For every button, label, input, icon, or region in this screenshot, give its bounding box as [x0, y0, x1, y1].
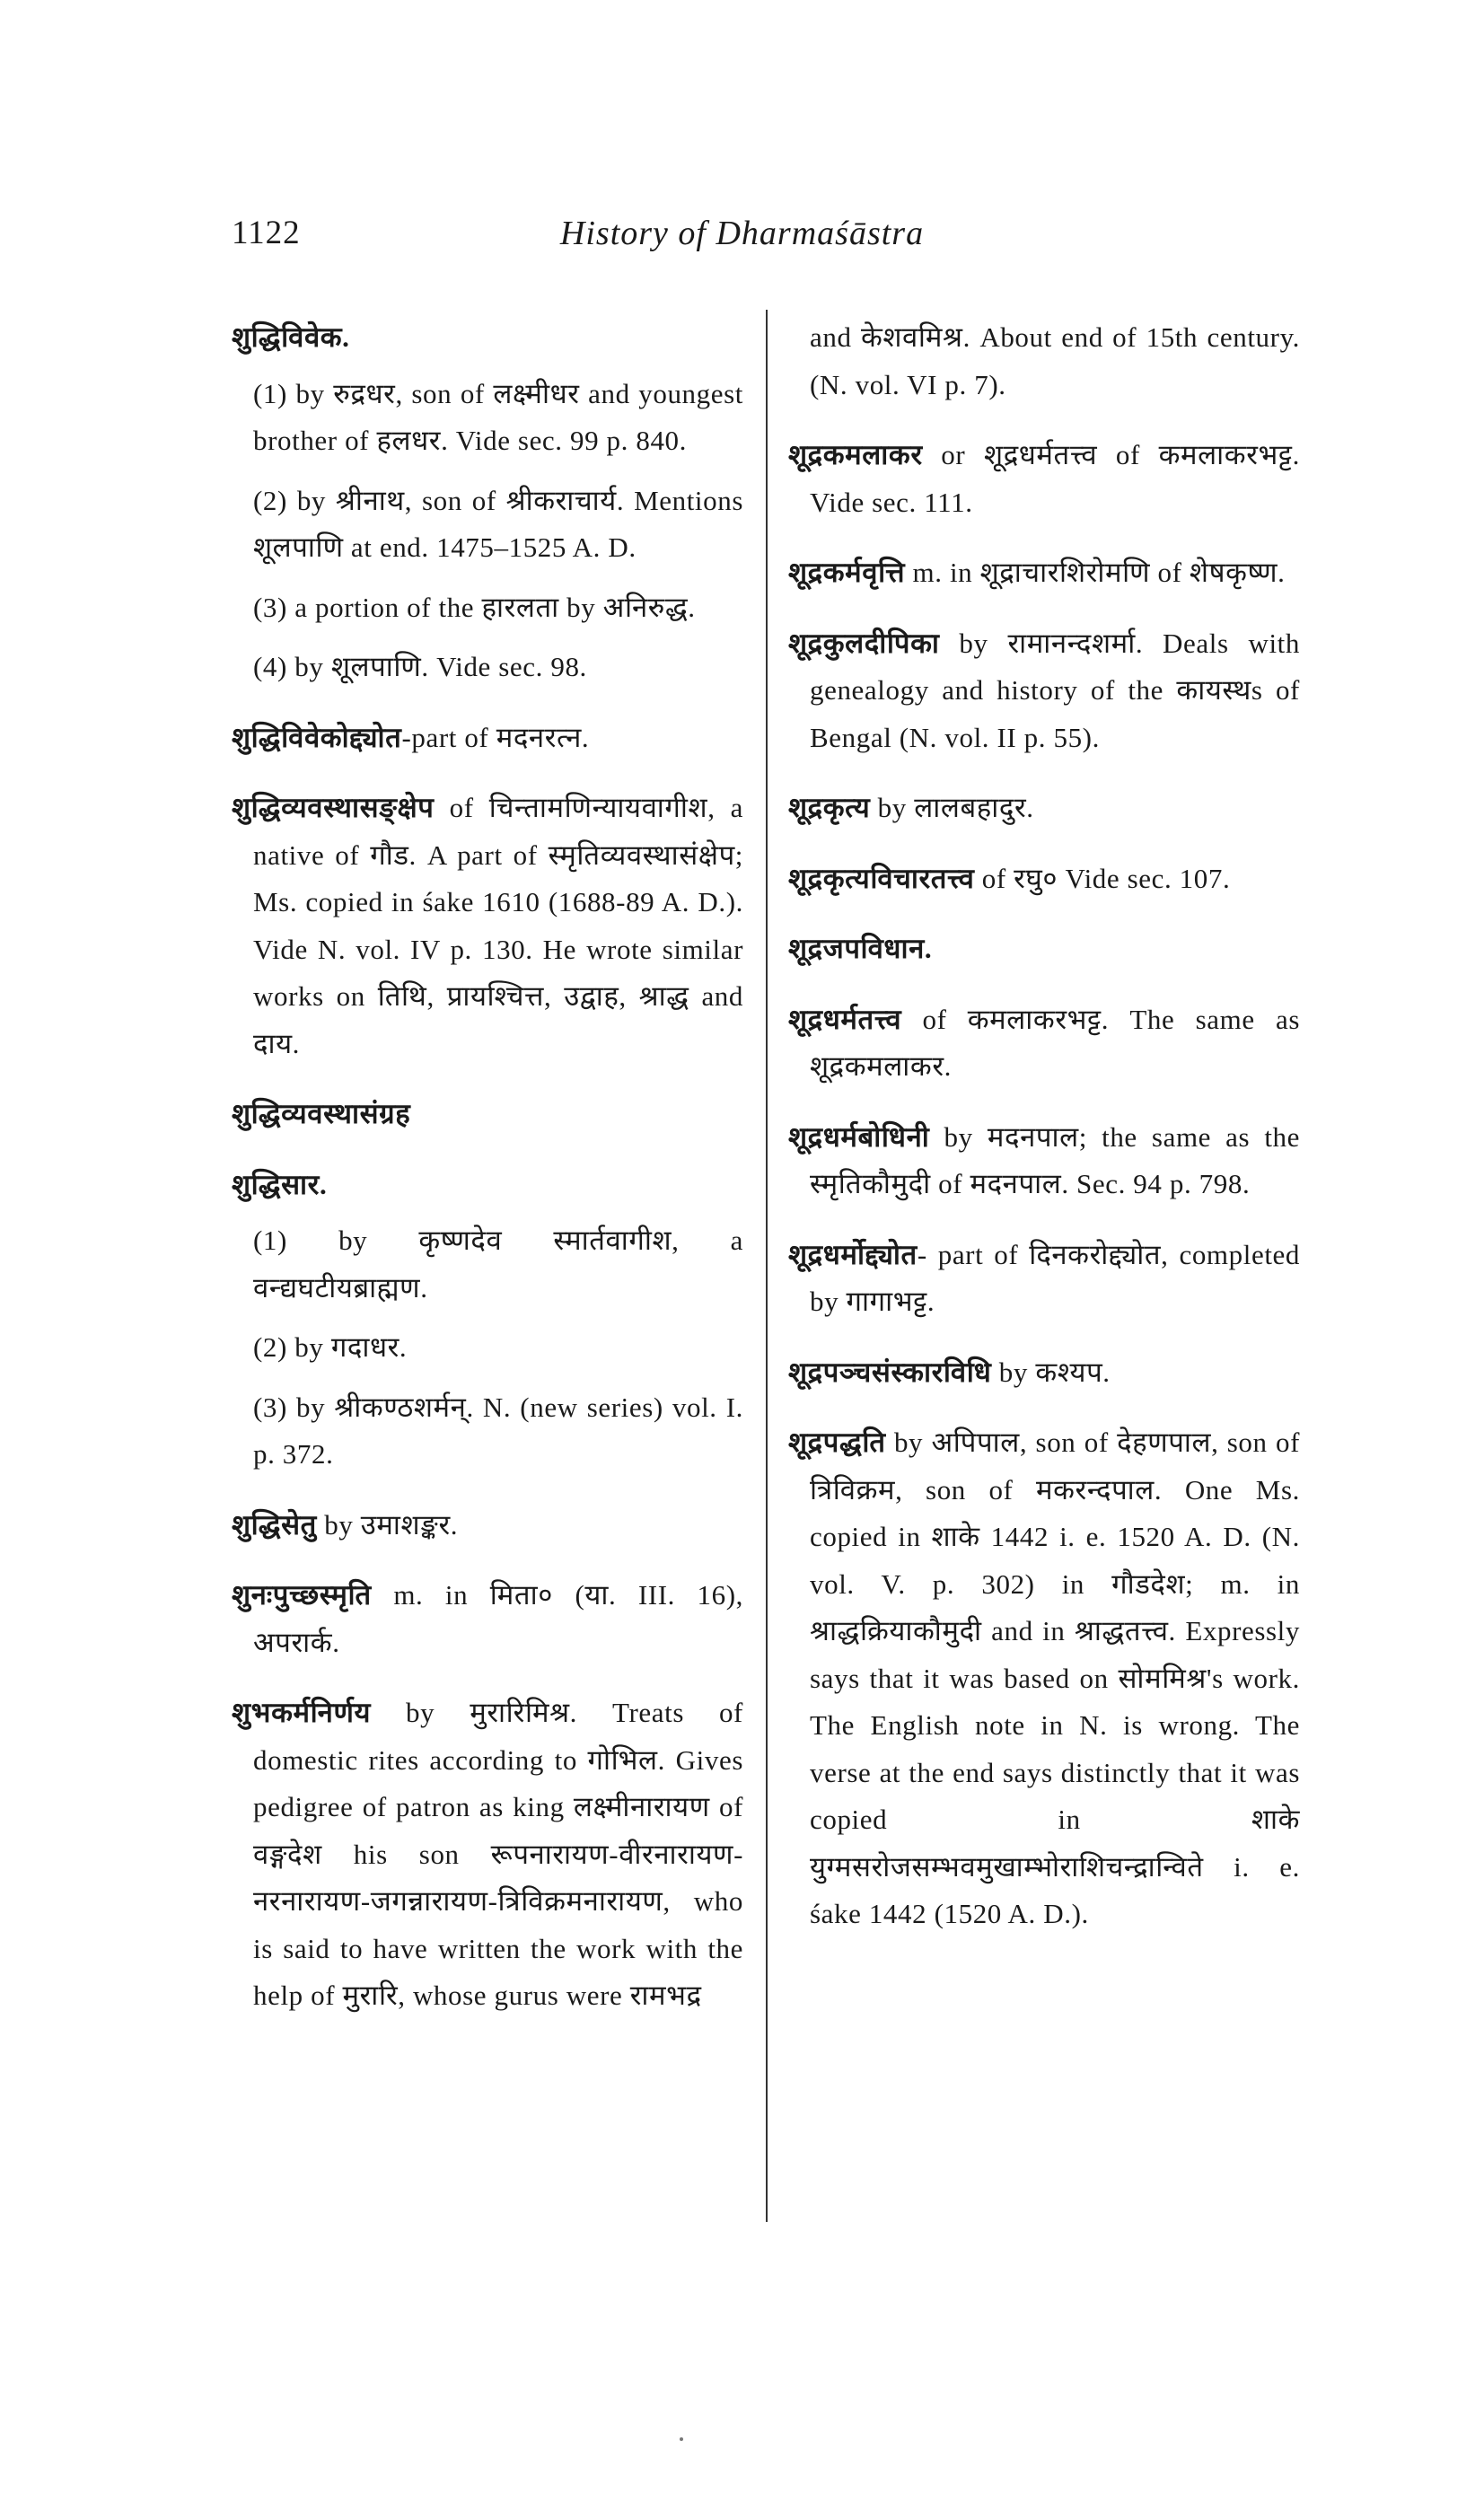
- entry-text: by उमाशङ्कर.: [316, 1508, 459, 1541]
- sub-entry: (2) by श्रीनाथ, son of श्रीकराचार्य. Mentions शूलपाणि at end. 1475–1525 A. D.: [253, 484, 743, 563]
- entry-text: by मदनपाल; the same as the स्मृतिकौमुदी of मदनपाल. Sec. 94 p. 798.: [810, 1120, 1300, 1199]
- entry-headword: शूद्रकुलदीपिका: [788, 627, 940, 659]
- entry-text: by अपिपाल, son of देहणपाल, son of त्रिविक्रम, son of मकरन्दपाल. One Ms. copied in शाके 1442 i. e. 1520 A. D. (N. vol. V. p. 302) in गौडदेश; m. in श्राद्धक्रियाकौमुदी and in श्राद्धतत्त्व. Expressly says that it was based on सोममिश्र's work. The English note in N. is wrong. The verse at the end says distinctly that it was copied in शाके युग्मसरोजसम्भवमुखाम्भोराशिचन्द्रान्विते i. e. śake 1442 (1520 A. D.).: [810, 1427, 1300, 1929]
- entry-text: by रामानन्दशर्मा. Deals with genealogy and history of the कायस्थs of Bengal (N. vol. II p. 55).: [810, 627, 1300, 753]
- dictionary-entry: [788, 620, 1300, 762]
- entry-headword: शूद्रपञ्चसंस्कारविधि: [788, 1356, 992, 1388]
- sub-entry: (4) by शूलपाणि. Vide sec. 98.: [253, 651, 587, 682]
- dictionary-entry: [788, 996, 1300, 1091]
- sub-entry: (1) by कृष्णदेव स्मार्तवागीश, a वन्द्यघटीयब्राह्मण.: [253, 1225, 743, 1304]
- entry-headword: शुद्धिसार.: [232, 1168, 328, 1200]
- dictionary-entry: [788, 856, 1300, 903]
- dictionary-entry: [788, 1232, 1300, 1326]
- dictionary-entry: [232, 1572, 743, 1666]
- entry-headword: शूद्रकमलाकर: [788, 439, 923, 470]
- entry-headword: शुद्धिसेतु: [232, 1508, 317, 1541]
- entry-text: - part of दिनकरोद्द्योत, completed by गागाभट्ट.: [810, 1238, 1300, 1317]
- entry-text: by कश्यप.: [991, 1356, 1111, 1388]
- entry-headword: शुद्धिव्यवस्थासंग्रह: [232, 1098, 411, 1129]
- entry-headword: शुद्धिविवेकोद्द्योत: [232, 721, 402, 753]
- left-column: [232, 314, 743, 2043]
- dictionary-entry: [788, 785, 1300, 832]
- entry-text: of कमलाकरभट्ट. The same as शूद्रकमलाकर.: [810, 1003, 1300, 1082]
- sub-entry: (3) a portion of the हारलता by अनिरुद्ध.: [253, 591, 696, 623]
- entry-headword: शूद्रजपविधान.: [788, 933, 933, 964]
- entry-text: of रघु० Vide sec. 107.: [974, 862, 1231, 894]
- sub-entry: (1) by रुद्रधर, son of लक्ष्मीधर and youngest brother of हलधर. Vide sec. 99 p. 840.: [253, 377, 743, 456]
- entry-headword: शुद्धिव्यवस्थासङ्क्षेप: [232, 792, 435, 823]
- dictionary-entry: [788, 1419, 1300, 1938]
- dictionary-entry: [232, 1690, 743, 2020]
- page-number: 1122: [232, 215, 301, 251]
- dictionary-entry-continuation: [788, 314, 1300, 408]
- dictionary-entry: [232, 1091, 743, 1138]
- entry-text: m. in मिता० (या. III. 16), अपरार्क.: [253, 1579, 743, 1658]
- entry-headword: शूद्रपद्धति: [788, 1427, 886, 1458]
- dictionary-entry: [788, 1349, 1300, 1397]
- dictionary-entry: [788, 926, 1300, 973]
- entry-text: by लालबहादुर.: [870, 792, 1034, 823]
- entry-text: and केशवमिश्र. About end of 15th century. (N. vol. VI p. 7).: [810, 321, 1300, 400]
- entry-headword: शूद्रकृत्य: [788, 792, 871, 823]
- sub-entry: (2) by गदाधर.: [253, 1331, 408, 1363]
- entry-text: by मुरारिमिश्र. Treats of domestic rites according to गोभिल. Gives pedigree of patron as king लक्ष्मीनारायण of वङ्गदेश his son रूपनारायण-वीरनारायण-नरनारायण-जगन्नारायण-त्रिविक्रमनारायण, who is said to have written the work with the help of मुरारि, whose gurus were रामभद्र: [253, 1697, 743, 2011]
- sub-entry-list: [232, 1217, 743, 1479]
- entry-headword: शुभकर्मनिर्णय: [232, 1697, 372, 1728]
- sub-entry: (3) by श्रीकण्ठशर्मन्. N. (new series) vol. I. p. 372.: [253, 1391, 743, 1470]
- entry-headword: शूद्रधर्मबोधिनी: [788, 1120, 930, 1153]
- sub-entry-list: [232, 371, 743, 691]
- entry-headword: शूद्रकृत्यविचारतत्त्व: [788, 862, 975, 894]
- entry-headword: शुनःपुच्छस्मृति: [232, 1579, 372, 1611]
- dictionary-entry: [232, 785, 743, 1067]
- entry-text: m. in शूद्राचारशिरोमणि of शेषकृष्ण.: [905, 557, 1286, 588]
- entry-headword: शुद्धिविवेक.: [232, 321, 350, 353]
- entry-text: -part of मदनरत्न.: [401, 721, 590, 753]
- scan-speck: [680, 2437, 683, 2441]
- dictionary-entry: [232, 715, 743, 762]
- dictionary-entry: [788, 549, 1300, 597]
- column-divider: [766, 310, 768, 2222]
- dictionary-entry: [232, 1162, 743, 1209]
- dictionary-entry: [232, 314, 743, 362]
- running-title: History of Dharmaśāstra: [559, 215, 925, 252]
- entry-text: of चिन्तामणिन्यायवागीश, a native of गौड. A part of स्मृतिव्यवस्थासंक्षेप; Ms. copied in śake 1610 (1688-89 A. D.). Vide N. vol. IV p. 130. He wrote similar works on तिथि, प्रायश्चित्त, उद्वाह, श्राद्ध and दाय.: [253, 792, 743, 1059]
- dictionary-entry: [232, 1502, 743, 1549]
- entry-headword: शूद्रधर्मतत्त्व: [788, 1003, 902, 1035]
- dictionary-entry: [788, 1114, 1300, 1208]
- entry-headword: शूद्रकर्मवृत्ति: [788, 557, 906, 588]
- entry-text: or शूद्रधर्मतत्त्व of कमलाकरभट्ट. Vide sec. 111.: [810, 439, 1300, 518]
- right-column: [788, 314, 1300, 1962]
- entry-headword: शूद्रधर्मोद्द्योत: [788, 1238, 918, 1270]
- dictionary-entry: [788, 432, 1300, 526]
